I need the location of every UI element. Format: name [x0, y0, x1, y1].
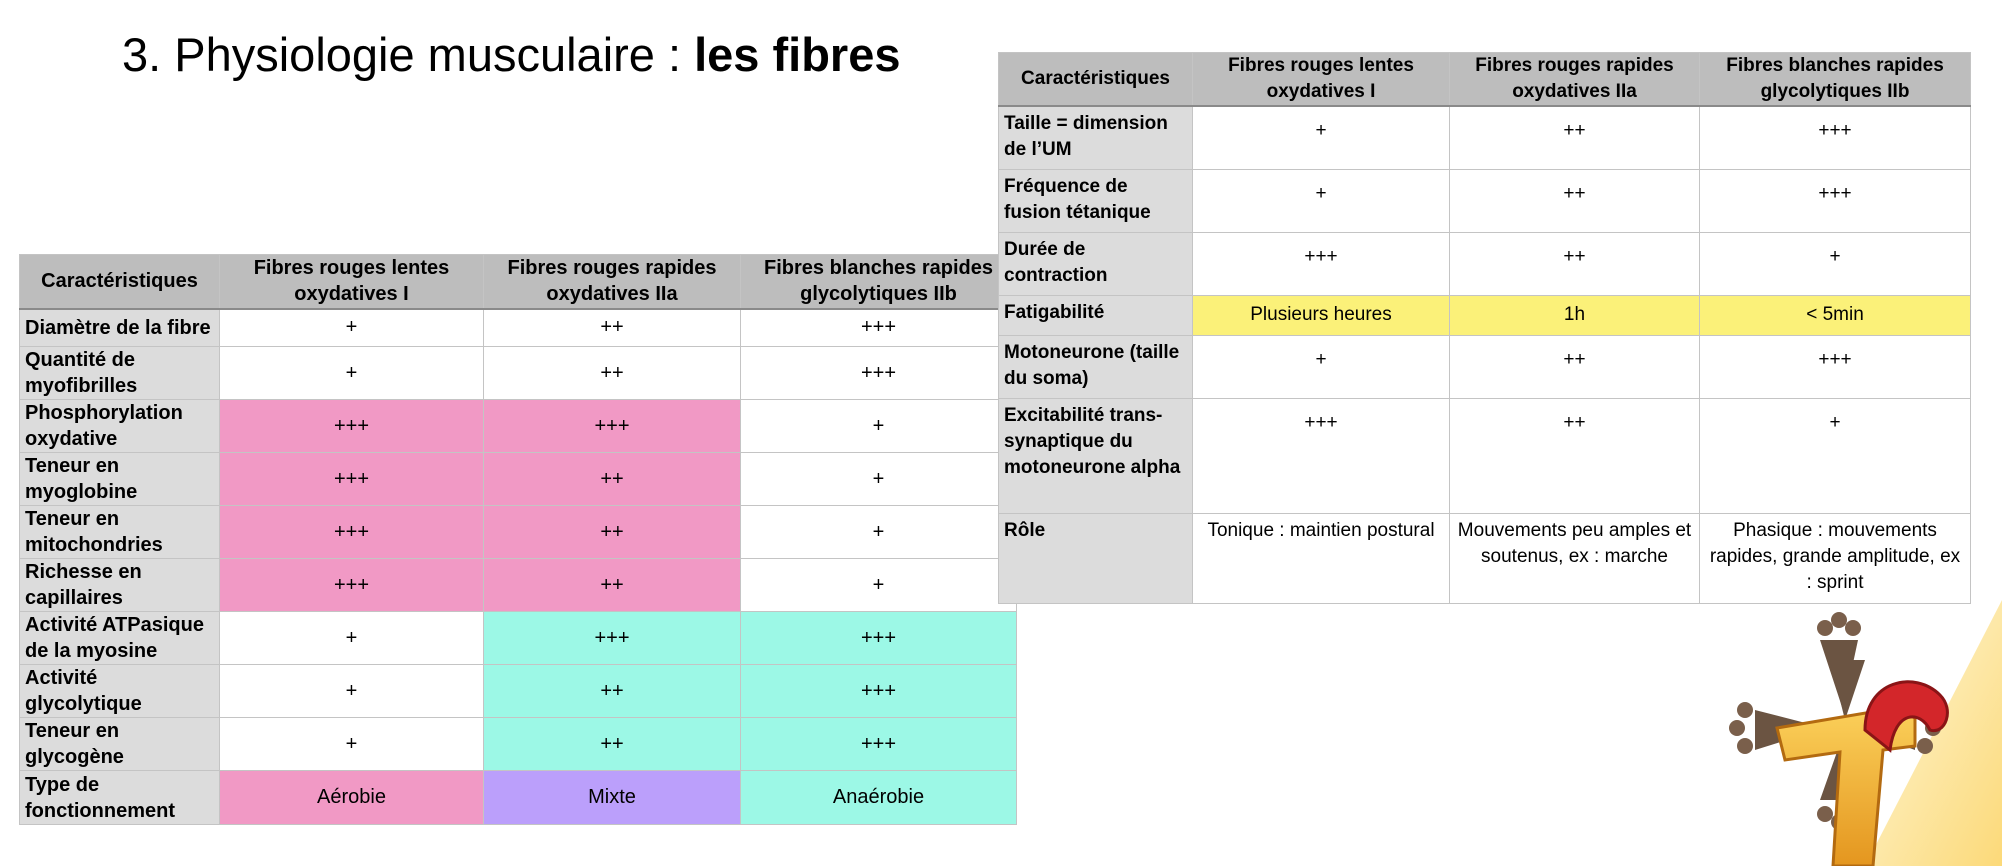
table-cell: +++ [220, 400, 484, 453]
row-label: Durée de contraction [999, 232, 1193, 295]
table-cell: ++ [484, 453, 741, 506]
table-cell: + [220, 347, 484, 400]
table-cell: Mouvements peu amples et soutenus, ex : marche [1450, 513, 1700, 603]
table-cell: + [220, 612, 484, 665]
table-cell: + [741, 506, 1017, 559]
table-cell: Plusieurs heures [1193, 295, 1450, 335]
table-cell: +++ [1700, 106, 1971, 169]
row-label: Teneur en mitochondries [20, 506, 220, 559]
table-row [999, 335, 1971, 398]
table-cell: + [1193, 169, 1450, 232]
table-cell: + [741, 559, 1017, 612]
table-row [20, 771, 1017, 825]
table-cell: + [1700, 398, 1971, 513]
table-cell: +++ [741, 665, 1017, 718]
table-row [20, 559, 1017, 612]
table-cell: +++ [484, 400, 741, 453]
table-cell: Aérobie [220, 771, 484, 825]
table-cell: +++ [1193, 232, 1450, 295]
table-cell: ++ [484, 347, 741, 400]
table-cell: < 5min [1700, 295, 1971, 335]
table-cell: ++ [484, 665, 741, 718]
table-cell: +++ [220, 506, 484, 559]
table-cell: + [741, 453, 1017, 506]
row-label: Activité ATPasique de la myosine [20, 612, 220, 665]
table-header-cell: Fibres rouges lentes oxydatives I [1193, 53, 1450, 107]
row-label: Diamètre de la fibre [20, 309, 220, 347]
table-cell: ++ [484, 718, 741, 771]
table-header-cell: Caractéristiques [999, 53, 1193, 107]
row-label: Teneur en myoglobine [20, 453, 220, 506]
row-label: Type de fonctionnement [20, 771, 220, 825]
row-label: Fatigabilité [999, 295, 1193, 335]
table-header-cell: Fibres blanches rapides glycolytiques IIb [1700, 53, 1971, 107]
table-row [999, 295, 1971, 335]
table-cell: ++ [484, 309, 741, 347]
table-cell: 1h [1450, 295, 1700, 335]
slide-title-prefix: 3. Physiologie musculaire : [122, 28, 695, 81]
table-cell: ++ [1450, 335, 1700, 398]
fibres-table-right [998, 52, 1971, 604]
table-cell: + [1193, 335, 1450, 398]
table-cell: + [220, 309, 484, 347]
table-row [999, 232, 1971, 295]
table-cell: +++ [1193, 398, 1450, 513]
table-cell: +++ [1700, 335, 1971, 398]
row-label: Fréquence de fusion tétanique [999, 169, 1193, 232]
slide-title [122, 22, 901, 88]
table-cell: Tonique : maintien postural [1193, 513, 1450, 603]
row-label: Rôle [999, 513, 1193, 603]
table-row [20, 506, 1017, 559]
table-header-cell: Fibres rouges rapides oxydatives IIa [484, 255, 741, 309]
table-cell: ++ [484, 506, 741, 559]
table-cell: ++ [1450, 232, 1700, 295]
table-cell: +++ [741, 718, 1017, 771]
table-header-cell: Caractéristiques [20, 255, 220, 309]
row-label: Activité glycolytique [20, 665, 220, 718]
table-cell: +++ [741, 347, 1017, 400]
table-row [999, 398, 1971, 513]
row-label: Richesse en capillaires [20, 559, 220, 612]
row-label: Motoneurone (taille du soma) [999, 335, 1193, 398]
table-header-row [20, 255, 1017, 309]
table-cell: ++ [1450, 106, 1700, 169]
table-cell: ++ [1450, 169, 1700, 232]
row-label: Teneur en glycogène [20, 718, 220, 771]
table-row [20, 718, 1017, 771]
table-header-cell: Fibres rouges lentes oxydatives I [220, 255, 484, 309]
table-cell: +++ [220, 559, 484, 612]
table-header-cell: Fibres rouges rapides oxydatives IIa [1450, 53, 1700, 107]
table-header-cell: Fibres blanches rapides glycolytiques IIb [741, 255, 1017, 309]
table-cell: +++ [220, 453, 484, 506]
table-row [999, 513, 1971, 603]
table-cell: Anaérobie [741, 771, 1017, 825]
table-cell: Mixte [484, 771, 741, 825]
table-header-row [999, 53, 1971, 107]
table-row [20, 453, 1017, 506]
row-label: Phosphorylation oxydative [20, 400, 220, 453]
table-row [20, 400, 1017, 453]
table-cell: + [1193, 106, 1450, 169]
table-cell: + [1700, 232, 1971, 295]
slide-title-bold: les fibres [694, 28, 901, 81]
table-cell: +++ [1700, 169, 1971, 232]
table-cell: ++ [484, 559, 741, 612]
table-cell: +++ [741, 612, 1017, 665]
table-cell: + [220, 718, 484, 771]
table-row [999, 106, 1971, 169]
table-cell: + [741, 400, 1017, 453]
row-label: Excitabilité trans-synaptique du motoneurone alpha [999, 398, 1193, 513]
table-cell: +++ [741, 309, 1017, 347]
table-row [20, 347, 1017, 400]
table-cell: Phasique : mouvements rapides, grande amplitude, ex : sprint [1700, 513, 1971, 603]
fibres-table-left [19, 254, 1017, 825]
table-row [20, 309, 1017, 347]
row-label: Quantité de myofibrilles [20, 347, 220, 400]
table-row [20, 612, 1017, 665]
row-label: Taille = dimension de l’UM [999, 106, 1193, 169]
table-row [20, 665, 1017, 718]
table-cell: +++ [484, 612, 741, 665]
table-cell: ++ [1450, 398, 1700, 513]
table-cell: + [220, 665, 484, 718]
occitan-cross-logo-icon [1715, 600, 2002, 866]
table-row [999, 169, 1971, 232]
